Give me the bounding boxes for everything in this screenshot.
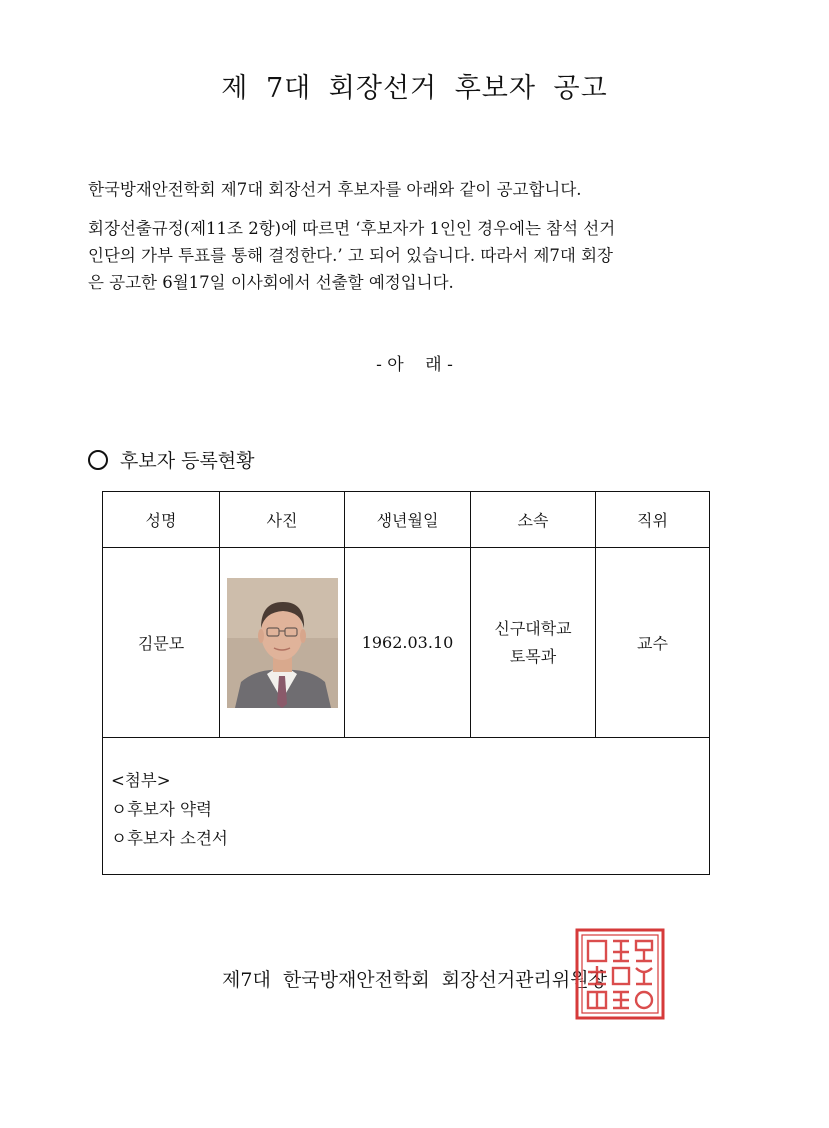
candidate-name: 김문모	[103, 548, 220, 738]
attachments-row	[103, 738, 710, 875]
table-row	[103, 548, 710, 738]
attachment-item: ㅇ후보자 약력	[111, 800, 212, 819]
below-label: - 아 래 -	[376, 355, 453, 375]
header-affiliation: 소속	[471, 492, 596, 548]
portrait-image	[227, 578, 338, 708]
rule-line: 은 공고한 6월17일 이사회에서 선출할 예정입니다.	[88, 273, 454, 292]
table-header-row	[103, 492, 710, 548]
rule-paragraph	[88, 215, 728, 296]
affiliation-line: 토목과	[509, 646, 557, 666]
attachments-cell	[103, 738, 710, 875]
attachment-item: ㅇ후보자 소견서	[111, 829, 228, 848]
header-position: 직위	[596, 492, 710, 548]
candidate-birthdate: 1962.03.10	[345, 548, 471, 738]
intro-paragraph: 한국방재안전학회 제7대 회장선거 후보자를 아래와 같이 공고합니다.	[88, 180, 582, 199]
candidate-photo	[227, 578, 338, 708]
attachments-heading: <첨부>	[111, 771, 171, 790]
candidate-table	[102, 491, 710, 875]
candidate-position: 교수	[596, 548, 710, 738]
signature-line: 제7대 한국방재안전학회 회장선거관리위원장	[222, 969, 607, 991]
header-birthdate: 생년월일	[345, 492, 471, 548]
header-photo: 사진	[220, 492, 345, 548]
section-title: 후보자 등록현황	[120, 450, 255, 472]
rule-line: 인단의 가부 투표를 통해 결정한다.’ 고 되어 있습니다. 따라서 제7대 회장	[88, 246, 613, 265]
circle-bullet-icon	[88, 450, 108, 470]
page-title: 제 7대 회장선거 후보자 공고	[221, 73, 608, 104]
photo-cell	[220, 548, 345, 738]
section-heading	[88, 446, 255, 473]
official-seal-icon	[575, 928, 665, 1020]
header-name: 성명	[103, 492, 220, 548]
affiliation-line: 신구대학교	[494, 618, 572, 638]
candidate-affiliation	[471, 548, 596, 738]
rule-line: 회장선출규정(제11조 2항)에 따르면 ‘후보자가 1인인 경우에는 참석 선거	[88, 219, 616, 238]
